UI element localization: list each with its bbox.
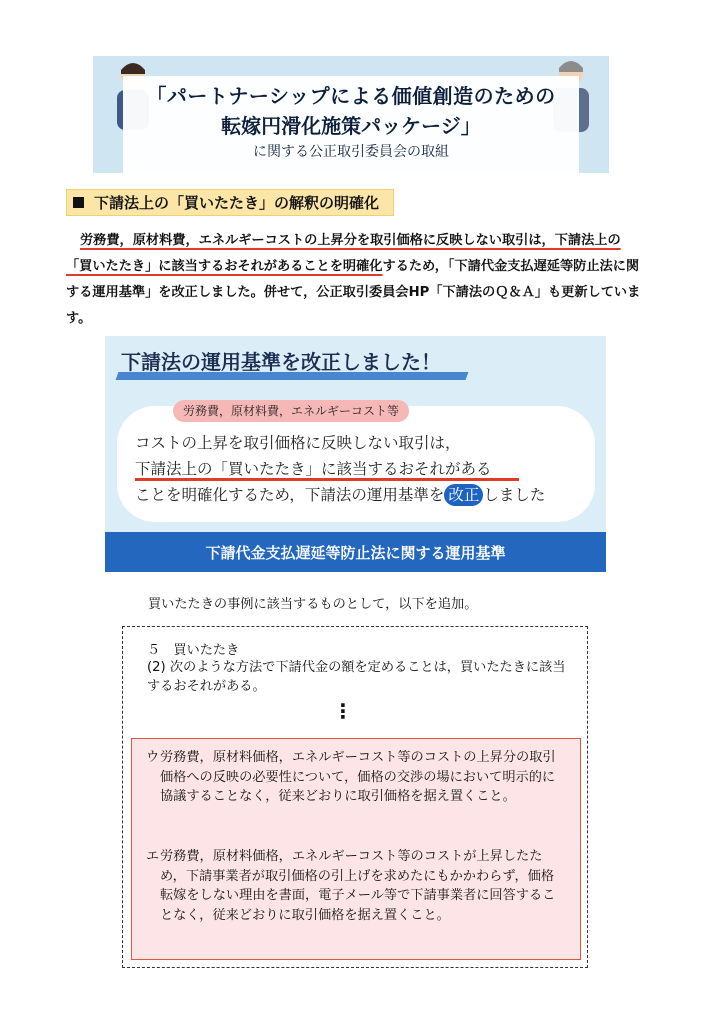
example-text: 労務費，原材料価格，エネルギーコスト等のコストが上昇したため，下請事業者が取引価格の引上げを求めたにもかかわらず，価格転嫁をしない理由を書面，電子メール等で下請事業者に回答することなく，従来どおりに取引価格を据え置くこと。 <box>160 849 556 923</box>
infographic-headline: 下請法の運用基準を改正しました！ <box>121 350 441 374</box>
excerpt-box <box>122 626 588 968</box>
infographic <box>105 336 606 572</box>
paragraph-text: するため，「下請代金支払遅延等防止法に関する運用基準」を改正しました。併せて，公正取引委員会HP「下請法のＱ＆Ａ」も更新しています。 <box>66 259 641 326</box>
example-item <box>146 847 566 925</box>
body-paragraph <box>66 228 642 332</box>
cost-types-pill: 労務費，原材料費，エネルギーコスト等 <box>173 400 409 422</box>
banner-title-line1: 「パートナーシップによる価値創造のための <box>146 84 556 108</box>
vertical-ellipsis-icon: ⋮ <box>333 699 353 723</box>
added-examples-box <box>131 738 581 960</box>
infographic-line3 <box>135 483 545 506</box>
infographic-line3-pre: ことを明確化するため，下請法の運用基準を <box>135 486 445 504</box>
red-underline <box>135 478 519 481</box>
section-heading <box>66 189 394 216</box>
highlight-badge: 改正 <box>444 484 483 506</box>
excerpt-heading: ５ 買いたたき <box>147 643 240 658</box>
section-heading-text: 下請法上の「買いたたき」の解釈の明確化 <box>94 194 380 212</box>
example-text: 労務費，原材料価格，エネルギーコスト等のコストの上昇分の取引価格への反映の必要性について，価格の交渉の場において明示的に協議することなく，従来どおりに取引価格を据え置くこと。 <box>160 750 556 804</box>
lead-sentence: 買いたたきの事例に該当するものとして，以下を追加。 <box>148 597 478 612</box>
excerpt-clause: (2) 次のような方法で下請代金の額を定めることは，買いたたきに該当するおそれがある。 <box>147 660 566 694</box>
infographic-line2: 下請法上の「買いたたき」に該当するおそれがある <box>135 460 492 478</box>
infographic-line3-post: しました <box>483 486 546 504</box>
example-mark: ウ <box>146 750 160 765</box>
infographic-footer: 下請代金支払遅延等防止法に関する運用基準 <box>105 532 606 572</box>
banner-title-line2: 転嫁円滑化施策パッケージ」 <box>221 114 481 138</box>
example-item <box>146 748 566 807</box>
header-banner <box>93 56 609 173</box>
infographic-line1: コストの上昇を取引価格に反映しない取引は， <box>135 434 461 452</box>
example-mark: エ <box>146 849 160 864</box>
paragraph-underlined-text: 労務費，原材料費，エネルギーコストの上昇分を取引価格に反映しない取引は，下請法上の「買いたたき」に該当するおそれがあることを明確化 <box>66 233 621 274</box>
square-bullet-icon <box>73 197 84 208</box>
banner-subtitle: に関する公正取引委員会の取組 <box>253 144 449 160</box>
